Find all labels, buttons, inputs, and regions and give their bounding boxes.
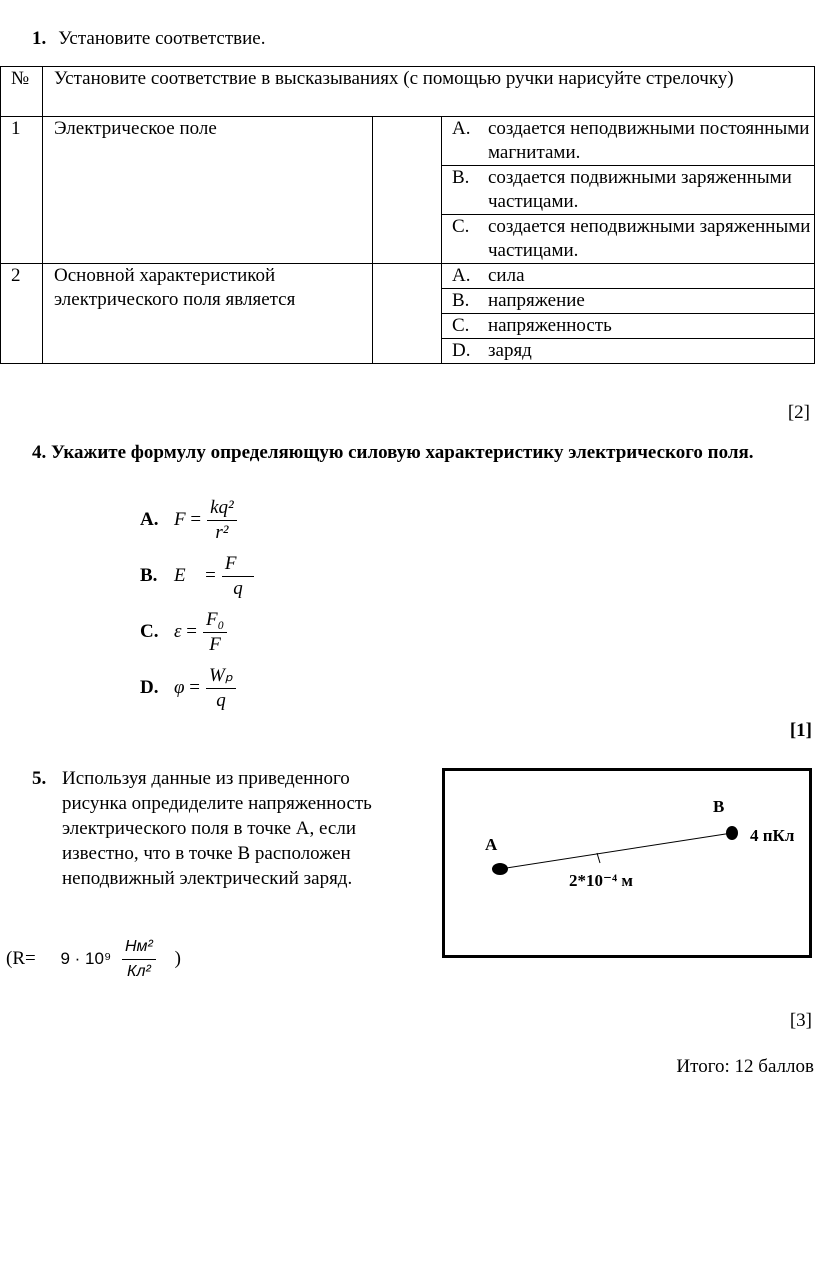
option-letter: C. xyxy=(140,620,159,642)
option-letter: A. xyxy=(140,508,159,530)
charge-label: 4 пКл xyxy=(750,826,795,845)
formula-numerator: F₀ xyxy=(205,609,225,630)
row1-option-b xyxy=(442,166,815,215)
row2-option-c xyxy=(442,314,815,339)
formula-lhs: ε xyxy=(174,620,182,642)
row1-option-a xyxy=(442,117,815,166)
formula-numerator: F⃗ xyxy=(224,553,252,574)
row1-option-c xyxy=(442,215,815,264)
option-letter: C. xyxy=(452,216,470,237)
option-letter: B. xyxy=(140,564,158,586)
option-text: заряд xyxy=(488,340,532,361)
q5-question xyxy=(32,766,412,891)
option-letter: D. xyxy=(452,340,471,361)
constant-prefix: (R= xyxy=(6,947,36,969)
total-score: Итого: 12 баллов xyxy=(676,1056,814,1077)
formula-numerator: kq² xyxy=(210,497,234,518)
option-letter: B. xyxy=(452,290,470,311)
q4-option-d[interactable]: D. φ = $\frac{\text{Wₚ}}{q}$ xyxy=(140,664,236,713)
q1-score: [2] xyxy=(787,402,810,423)
distance-label: 2*10⁻⁴ м xyxy=(569,871,633,890)
option-letter: C. xyxy=(452,315,470,336)
q5-text: Используя данные из приведенного рисунка опредиделите напряженность электрического поля в точке А, если известно, что в точке В расположен неподвижный электрический заряд. xyxy=(62,768,372,889)
constant-unit-num: Нм² xyxy=(124,938,153,955)
q5-number: 5. xyxy=(32,768,47,789)
row2-statement: Основной характеристикой электрического поля является xyxy=(43,264,373,364)
option-letter: D. xyxy=(140,676,159,698)
formula-denominator: q xyxy=(233,578,243,599)
formula-denominator: q xyxy=(216,690,226,711)
row1-num: 1 xyxy=(1,117,43,264)
option-letter: A. xyxy=(452,118,471,139)
q4-option-b[interactable]: B. E⃗ = $\frac{F⃗}{q}$ xyxy=(140,552,254,601)
point-a-dot xyxy=(492,863,508,875)
option-text: сила xyxy=(488,265,525,286)
formula-numerator: Wₚ xyxy=(208,665,233,686)
option-letter: A. xyxy=(452,265,471,286)
option-letter: B. xyxy=(452,167,470,188)
formula-denominator: F xyxy=(209,634,221,655)
option-text: напряженность xyxy=(488,315,612,336)
row2-option-d xyxy=(442,339,815,364)
formula-lhs: E⃗ xyxy=(174,564,201,586)
row1-arrow-area[interactable] xyxy=(373,117,442,264)
row2-arrow-area[interactable] xyxy=(373,264,442,364)
formula-denominator: r² xyxy=(215,522,229,543)
q5-score: [3] xyxy=(789,1010,812,1031)
option-text: создается неподвижными постоянными магнитами. xyxy=(488,118,810,163)
point-a-label: A xyxy=(485,835,498,854)
constant-value: 9 · 10⁹ xyxy=(60,948,112,968)
option-text: напряжение xyxy=(488,290,585,311)
formula-lhs: F xyxy=(174,508,186,530)
q1-title: Установите соответствие. xyxy=(58,28,266,49)
matching-table xyxy=(0,66,815,364)
q1-number: 1. xyxy=(32,28,47,49)
row2-option-b xyxy=(442,289,815,314)
q4-option-a[interactable]: A. F = $\frac{\text{kq²}}{\text{r²}}$ xyxy=(140,496,237,545)
distance-tick xyxy=(597,853,600,863)
point-b-dot xyxy=(726,826,738,840)
row1-statement: Электрическое поле xyxy=(43,117,373,264)
point-b-label: B xyxy=(713,797,725,816)
charge-diagram xyxy=(442,768,812,958)
header-instruction: Установите соответствие в высказываниях (с помощью ручки нарисуйте стрелочку) xyxy=(43,67,815,117)
distance-line xyxy=(500,833,732,869)
diagram-svg xyxy=(445,771,809,955)
q4-title: 4. Укажите формулу определяющую силовую характеристику электрического поля. xyxy=(32,442,754,463)
constant-suffix: ) xyxy=(174,947,181,969)
option-text: создается неподвижными заряженными частицами. xyxy=(488,216,811,261)
header-num: № xyxy=(1,67,43,117)
row2-option-a xyxy=(442,264,815,289)
row2-num: 2 xyxy=(1,264,43,364)
q4-option-c[interactable]: C. ε = $\frac{\text{F₀}}{F}$ xyxy=(140,608,227,657)
q1-heading xyxy=(32,28,266,50)
constant-line xyxy=(6,935,181,984)
q4-score: [1] xyxy=(789,720,812,741)
formula-lhs: φ xyxy=(174,676,185,698)
option-text: создается подвижными заряженными частицами. xyxy=(488,167,792,212)
constant-unit-den: Кл² xyxy=(127,963,151,980)
